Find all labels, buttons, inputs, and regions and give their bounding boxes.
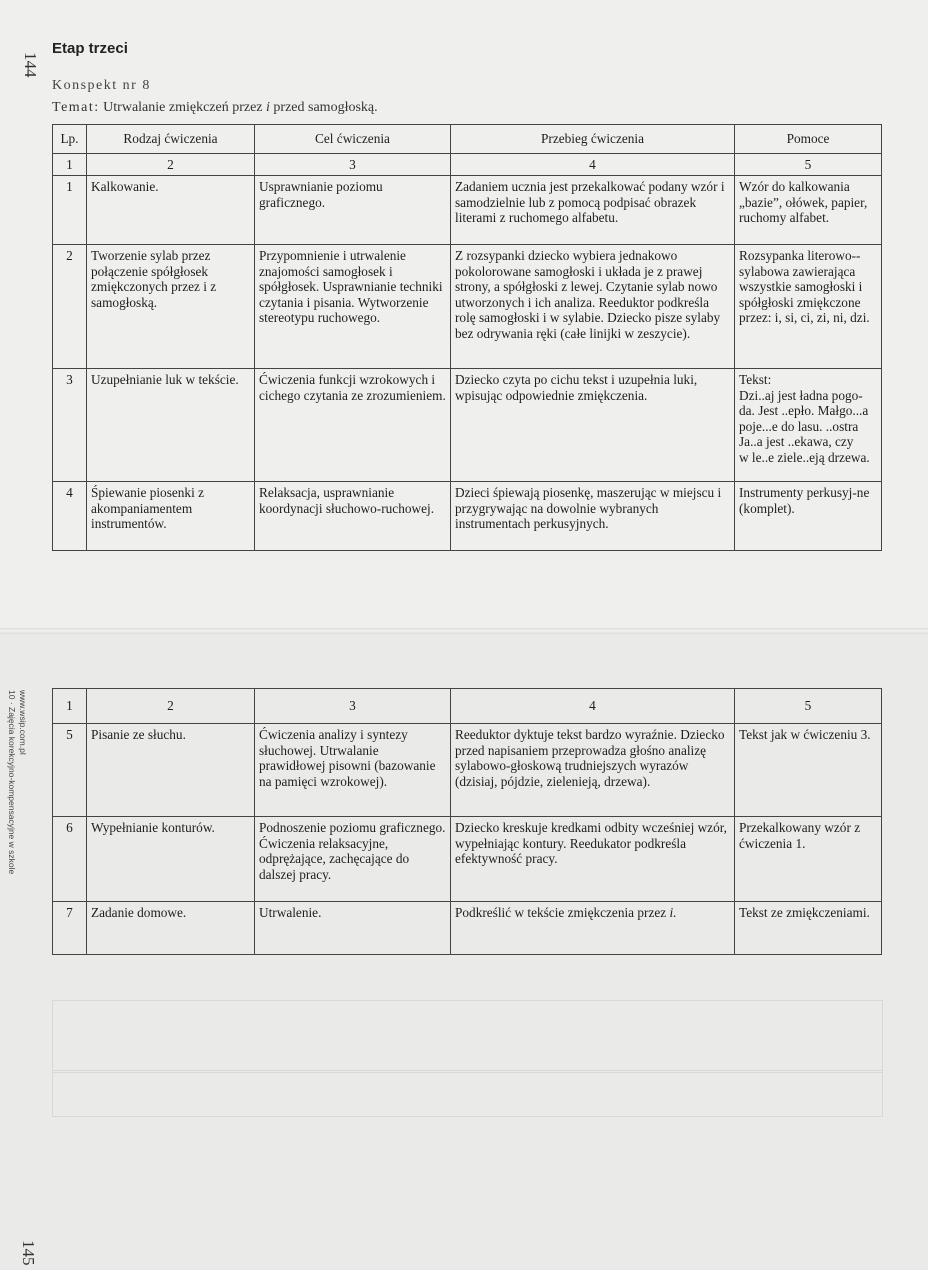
cell-lp: 7	[53, 902, 87, 955]
cell-pomoce: Przekalkowany wzór z ćwiczenia 1.	[735, 817, 882, 902]
text-line: Tekst:	[739, 372, 772, 387]
cell-przebieg: Dziecko kreskuje kredkami odbity wcześniej wzór, wypełniając kontury. Reedukator podkreśla efektywność pracy.	[451, 817, 735, 902]
przebieg-italic: i.	[669, 905, 677, 920]
cell-lp: 6	[53, 817, 87, 902]
column-number-row	[53, 153, 882, 176]
lesson-topic	[52, 100, 378, 116]
lesson-table-part-2	[52, 688, 882, 955]
cell-pomoce: Tekst jak w ćwiczeniu 3.	[735, 724, 882, 817]
topic-label: Temat:	[52, 100, 100, 115]
column-number: 5	[735, 689, 882, 724]
cell-lp: 5	[53, 724, 87, 817]
cell-przebieg: Dziecko czyta po cichu tekst i uzupełnia luki, wpisując odpowiednie zmiękczenia.	[451, 369, 735, 482]
bleed-through-table	[52, 1000, 883, 1117]
column-number: 1	[53, 689, 87, 724]
przebieg-text: Podkreślić w tekście zmiękczenia przez	[455, 905, 667, 920]
cell-przebieg: Zadaniem ucznia jest przekalkować podany wzór i samodzielnie lub z pomocą podpisać obrazek literami z ruchomego alfabetu.	[451, 176, 735, 245]
page-fold	[0, 628, 928, 634]
bleed-through-line	[52, 1070, 883, 1073]
cell-lp: 3	[53, 369, 87, 482]
side-footer	[6, 690, 28, 910]
konspekt-number: Konspekt nr 8	[52, 78, 151, 93]
cell-przebieg: Z rozsypanki dziecko wybiera jednakowo pokolorowane samogłoski i układa je z prawej strony, a spółgłoski z lewej. Czytanie sylab nowo utworzonych i ich analiza. Reeduktor podkreśla rolę samogłoski i w sylabie. Dziecko pisze sylaby bez odrywania ręki (całe linijki w zeszycie).	[451, 245, 735, 369]
section-title: Etap trzeci	[52, 40, 128, 57]
cell-cel: Podnoszenie poziomu graficznego. Ćwiczenia relaksacyjne, odprężające, zachęcające do dalszej pracy.	[255, 817, 451, 902]
table-row	[53, 482, 882, 551]
cell-pomoce: Wzór do kalkowania „bazie”, ołówek, papier, ruchomy alfabet.	[735, 176, 882, 245]
topic-text-end: przed samogłoską.	[273, 100, 378, 115]
text-line: poje...e do lasu. ..ostra	[739, 418, 859, 434]
text-line: Ja..a jest ..ekawa, czy	[739, 434, 854, 449]
column-number: 4	[451, 153, 735, 176]
topic-italic: i	[266, 100, 270, 115]
column-number: 4	[451, 689, 735, 724]
cell-rodzaj: Pisanie ze słuchu.	[87, 724, 255, 817]
header-cel: Cel ćwiczenia	[255, 125, 451, 154]
table-row	[53, 902, 882, 955]
cell-rodzaj: Kalkowanie.	[87, 176, 255, 245]
publisher-url: www.wsip.com.pl	[18, 690, 28, 755]
cell-rodzaj: Wypełnianie konturów.	[87, 817, 255, 902]
cell-cel: Relaksacja, usprawnianie koordynacji słuchowo-ruchowej.	[255, 482, 451, 551]
column-number-row	[53, 689, 882, 724]
table-header-row	[53, 125, 882, 154]
header-lp: Lp.	[53, 125, 87, 154]
column-number: 3	[255, 689, 451, 724]
text-line: Dzi..aj jest ładna pogo-	[739, 387, 863, 403]
column-number: 5	[735, 153, 882, 176]
cell-cel: Przypomnienie i utrwalenie znajomości samogłosek i spółgłosek. Usprawnianie techniki czytania i pisania. Wytworzenie stereotypu ruchowego.	[255, 245, 451, 369]
table-row	[53, 724, 882, 817]
cell-przebieg	[451, 902, 735, 955]
topic-text: Utrwalanie zmiękczeń przez	[103, 100, 263, 115]
cell-przebieg: Reeduktor dyktuje tekst bardzo wyraźnie. Dziecko przed napisaniem przeprowadza głośno analizę sylabowo-głoskową trudniejszych wyrazów (dzisiaj, pójdzie, zielenieją, drzewa).	[451, 724, 735, 817]
cell-rodzaj: Uzupełnianie luk w tekście.	[87, 369, 255, 482]
column-number: 3	[255, 153, 451, 176]
cell-przebieg: Dzieci śpiewają piosenkę, maszerując w miejscu i przygrywając na dowolnie wybranych instrumentach perkusyjnych.	[451, 482, 735, 551]
cell-cel: Ćwiczenia funkcji wzrokowych i cichego czytania ze zrozumieniem.	[255, 369, 451, 482]
column-number: 2	[87, 153, 255, 176]
cell-cel: Usprawnianie poziomu graficznego.	[255, 176, 451, 245]
cell-rodzaj: Tworzenie sylab przez połączenie spółgłosek zmiękczonych przez i z samogłoską.	[87, 245, 255, 369]
cell-pomoce: Tekst ze zmiękczeniami.	[735, 902, 882, 955]
text-line: da. Jest ..epło. Małgo...a	[739, 403, 869, 418]
header-przebieg: Przebieg ćwiczenia	[451, 125, 735, 154]
lesson-table-part-1	[52, 124, 882, 551]
cell-pomoce: Instrumenty perkusyj-ne (komplet).	[735, 482, 882, 551]
column-number: 2	[87, 689, 255, 724]
cell-lp: 2	[53, 245, 87, 369]
cell-rodzaj: Zadanie domowe.	[87, 902, 255, 955]
column-number: 1	[53, 153, 87, 176]
table-row	[53, 817, 882, 902]
page-number-top: 144	[21, 52, 40, 78]
table-row	[53, 245, 882, 369]
header-rodzaj: Rodzaj ćwiczenia	[87, 125, 255, 154]
cell-pomoce	[735, 369, 882, 482]
header-pomoce: Pomoce	[735, 125, 882, 154]
cell-cel: Utrwalenie.	[255, 902, 451, 955]
book-title: 10 · Zajęcia korekcyjno-kompensacyjne w szkole	[7, 690, 17, 875]
cell-lp: 1	[53, 176, 87, 245]
cell-rodzaj: Śpiewanie piosenki z akompaniamentem instrumentów.	[87, 482, 255, 551]
table-row	[53, 176, 882, 245]
page-number-bottom: 145	[19, 1240, 38, 1266]
cell-lp: 4	[53, 482, 87, 551]
table-row	[53, 369, 882, 482]
cell-pomoce: Rozsypanka literowo--sylabowa zawierająca wszystkie samogłoski i spółgłoski zmiękczone przez: i, si, ci, zi, ni, dzi.	[735, 245, 882, 369]
text-line: w le..e ziele..eją drzewa.	[739, 449, 870, 465]
cell-cel: Ćwiczenia analizy i syntezy słuchowej. Utrwalanie prawidłowej pisowni (bazowanie na pamięci wzrokowej).	[255, 724, 451, 817]
